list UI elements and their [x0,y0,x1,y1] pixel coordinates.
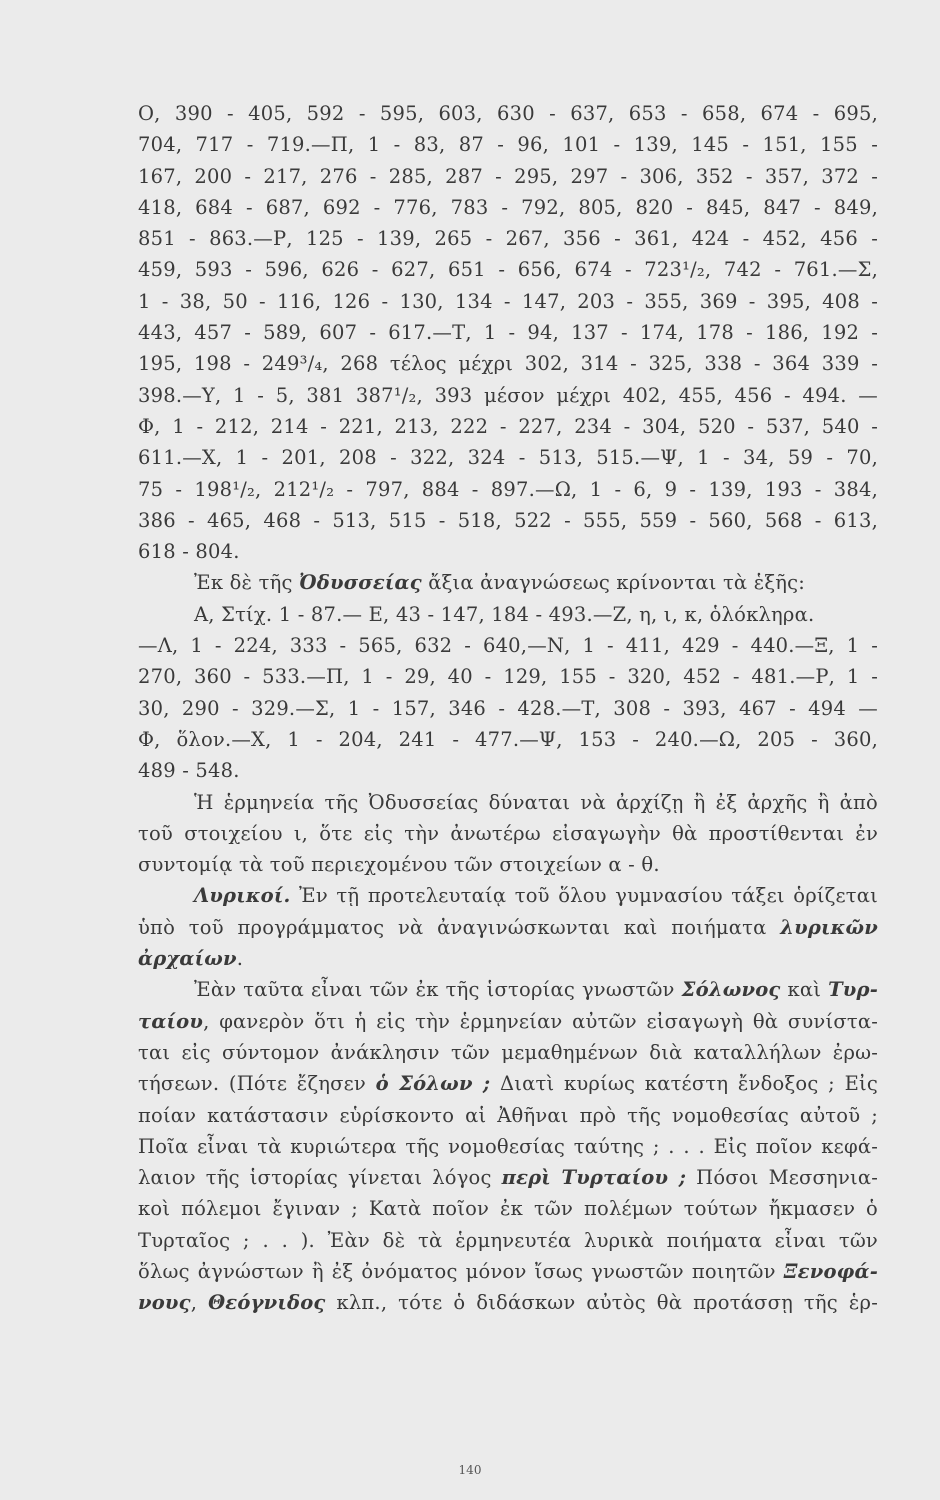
solon-line [138,1256,878,1287]
solon-line: Τυρταῖος ; . . ). Ἐὰν δὲ τὰ ἑρμηνευτέα λυρικὰ ποιήματα εἶναι τῶν [138,1228,878,1252]
hermeneia-line: Ἡ ἑρμηνεία τῆς Ὀδυσσείας δύναται νὰ ἀρχίζῃ ἢ ἐξ ἀρχῆς ἢ ἀπὸ [194,790,878,814]
verse-ranges-line: 611.—Χ, 1 - 201, 208 - 322, 324 - 513, 515.—Ψ, 1 - 34, 59 - 70, [138,446,878,470]
odyssey-line: 489 - 548. [138,759,240,783]
lyrikoi-heading: Λυρικοί. [194,884,291,908]
solon-text: Διατὶ κυρίως κατέστη ἔνδοξος ; Εἰς [490,1072,878,1096]
verse-ranges-line: Ο, 390 - 405, 592 - 595, 603, 630 - 637, 653 - 658, 674 - 695, [138,102,878,125]
verse-ranges-line: 418, 684 - 687, 692 - 776, 783 - 792, 805, 820 - 845, 847 - 849, [138,195,878,219]
solon-line: ται εἰς σύντομον ἀνάκλησιν τῶν μεμαθημένων διὰ καταλλήλων ἐρω- [138,1040,878,1064]
verse-ranges-line: 704, 717 - 719.—Π, 1 - 83, 87 - 96, 101 - 139, 145 - 151, 155 - [138,133,878,157]
odyssey-title: Ὀδυσσείας [299,571,422,595]
verse-ranges-line: 459, 593 - 596, 626 - 627, 651 - 656, 674 - 723¹/₂, 742 - 761.—Σ, [138,258,878,282]
solon-line [138,1068,878,1099]
odyssey-intro-text: Ἐκ δὲ τῆς [194,571,300,595]
solon-line: ποίαν κατάστασιν εὑρίσκοντο αἱ Ἀθῆναι πρὸ τῆς νομοθεσίας αὐτοῦ ; [138,1103,878,1127]
tyrtaios-emphasis: περὶ Τυρταίου ; [501,1166,687,1190]
solon-text: Πόσοι Μεσσηνια- [686,1166,878,1190]
solon-line: κοὶ πόλεμοι ἔγιναν ; Κατὰ ποῖον ἐκ τῶν πολέμων τούτων ἤκμασεν ὁ [138,1197,878,1221]
verse-ranges-line: 167, 200 - 217, 276 - 285, 287 - 295, 297 - 306, 352 - 357, 372 - [138,164,878,188]
page-text [138,98,878,1319]
solon-text: τήσεων. (Πότε ἔζησεν [138,1072,376,1096]
verse-ranges-line: 75 - 198¹/₂, 212¹/₂ - 797, 884 - 897.—Ω, 1 - 6, 9 - 139, 193 - 384, [138,477,878,501]
lyrikoi-text: . [236,947,244,971]
verse-ranges-line: 851 - 863.—Ρ, 125 - 139, 265 - 267, 356 - 361, 424 - 452, 456 - [138,227,878,251]
hermeneia-line: συντομίᾳ τὰ τοῦ περιεχομένου τῶν στοιχείων α - θ. [138,853,660,877]
solon-line [138,1287,878,1318]
verse-ranges-line: 618 - 804. [138,540,240,564]
solon-emphasis: Σόλωνος [681,978,781,1002]
odyssey-line: —Λ, 1 - 224, 333 - 565, 632 - 640,—Ν, 1 - 411, 429 - 440.—Ξ, 1 - [138,634,878,658]
solon-text: καὶ [780,978,829,1002]
lyrikoi-emphasis: λυρικῶν [780,915,878,939]
odyssey-line: Φ, ὅλον.—Χ, 1 - 204, 241 - 477.—Ψ, 153 - 240.—Ω, 205 - 360, [138,727,878,751]
verse-ranges-line: 398.—Υ, 1 - 5, 381 387¹/₂, 393 μέσον μέχρι 402, 455, 456 - 494. — [138,383,878,407]
verse-ranges-line: Φ, 1 - 212, 214 - 221, 213, 222 - 227, 234 - 304, 520 - 537, 540 - [138,414,878,438]
lyrikoi-text: ὑπὸ τοῦ προγράμματος νὰ ἀναγινώσκωνται καὶ ποιήματα [138,915,781,939]
solon-line: Ποῖα εἶναι τὰ κυριώτερα τῆς νομοθεσίας ταύτης ; . . . Εἰς ποῖον κεφά- [138,1134,878,1158]
solon-line [138,974,878,1005]
solon-text: ὅλως ἀγνώστων ἢ ἐξ ὀνόματος μόνον ἴσως γνωστῶν ποιητῶν [138,1259,784,1283]
solon-emphasis: ὁ Σόλων ; [375,1072,491,1096]
verse-ranges-line: 195, 198 - 249³/₄, 268 τέλος μέχρι 302, 314 - 325, 338 - 364 339 - [138,352,878,376]
odyssey-line: Α, Στίχ. 1 - 87.— Ε, 43 - 147, 184 - 493.—Ζ, η, ι, κ, ὁλόκληρα. [194,602,815,626]
solon-text: κλπ., τότε ὁ διδάσκων αὐτὸς θὰ προτάσσῃ τῆς ἑρ- [325,1291,878,1315]
solon-text: λαιον τῆς ἱστορίας γίνεται λόγος [138,1166,502,1190]
lyrikoi-line [138,912,878,943]
solon-line [138,1006,878,1037]
solon-text: , [190,1291,209,1315]
theognis-emphasis: Θεόγνιδος [208,1291,326,1315]
tyrtaios-emphasis: ταίου [138,1009,204,1033]
lyrikoi-emphasis: ἀρχαίων [138,947,237,971]
xenophanes-emphasis: Ξενοφά- [783,1259,878,1283]
lyrikoi-line [138,943,878,974]
odyssey-line: 270, 360 - 533.—Π, 1 - 29, 40 - 129, 155 - 320, 452 - 481.—Ρ, 1 - [138,665,878,689]
lyrikoi-line [138,880,878,911]
odyssey-line: 30, 290 - 329.—Σ, 1 - 157, 346 - 428.—Τ, 308 - 393, 467 - 494 — [138,696,878,720]
solon-text: Ἐὰν ταῦτα εἶναι τῶν ἐκ τῆς ἱστορίας γνωστῶν [194,978,682,1002]
solon-line [138,1162,878,1193]
xenophanes-emphasis: νους [138,1291,191,1315]
solon-text: , φανερὸν ὅτι ἡ εἰς τὴν ἑρμηνείαν αὐτῶν εἰσαγωγὴ θὰ συνίστα- [203,1009,878,1033]
verse-ranges-line: 443, 457 - 589, 607 - 617.—Τ, 1 - 94, 137 - 174, 178 - 186, 192 - [138,321,878,345]
verse-ranges-line: 1 - 38, 50 - 116, 126 - 130, 134 - 147, 203 - 355, 369 - 395, 408 - [138,289,878,313]
verse-ranges-line: 386 - 465, 468 - 513, 515 - 518, 522 - 555, 559 - 560, 568 - 613, [138,508,878,532]
tyrtaios-emphasis: Τυρ- [828,978,878,1002]
odyssey-intro [138,567,878,598]
odyssey-intro-text: ἄξια ἀναγνώσεως κρίνονται τὰ ἑξῆς: [421,571,806,595]
hermeneia-line: τοῦ στοιχείου ι, ὅτε εἰς τὴν ἀνωτέρω εἰσαγωγὴν θὰ προστίθενται ἐν [138,821,878,845]
lyrikoi-text: Ἐν τῇ προτελευταίᾳ τοῦ ὅλου γυμνασίου τάξει ὁρίζεται [290,884,878,908]
page-number: 140 [458,1463,482,1477]
